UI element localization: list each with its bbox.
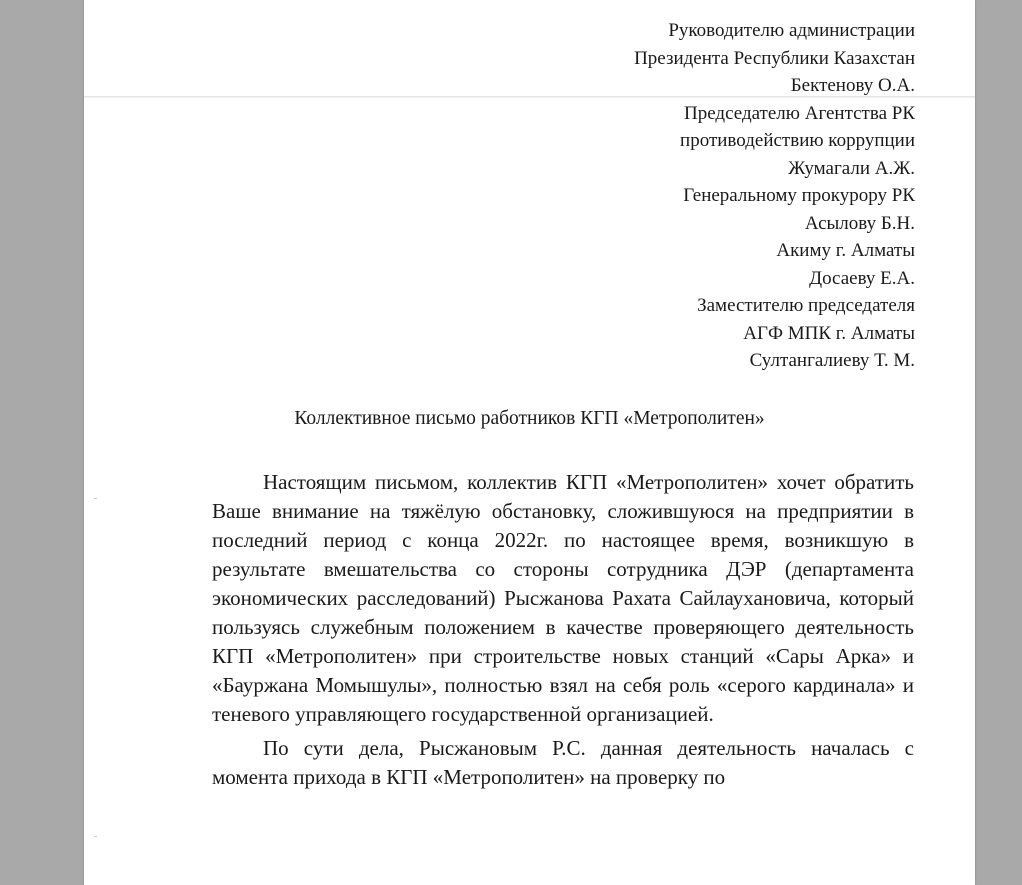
addressee-line: Досаеву Е.А. — [809, 267, 915, 289]
document-page — [84, 0, 975, 885]
scan-mark — [94, 498, 97, 499]
addressee-line: Акиму г. Алматы — [776, 240, 915, 261]
addressee-line: Султангалиеву Т. М. — [749, 350, 915, 371]
addressee-line: Президента Республики Казахстан — [634, 47, 915, 69]
addressee-line: противодействию коррупции — [680, 130, 915, 151]
addressee-line: Асылову Б.Н. — [804, 212, 915, 234]
scan-mark — [94, 836, 97, 837]
addressee-line: Генеральному прокурору РК — [683, 185, 915, 206]
addressee-line: Заместителю председателя — [697, 295, 915, 316]
addressee-line: АГФ МПК г. Алматы — [743, 322, 915, 344]
addressee-line: Бектенову О.А. — [790, 75, 915, 96]
body-paragraph: Настоящим письмом, коллектив КГП «Метрополитен» хочет обратить Ваше внимание на тяжёлую обстановку, сложившуюся на предприятии в последний период с конца 2022г. по настоящее время, возникшую в результате вмешательства со стороны сотрудника ДЭР (департамента экономических расследований) Рысжанова Рахата Сайлаухановича, который пользуясь служебным положением в качестве проверяющего деятельность КГП «Метрополитен» при строительстве новых станций «Сары Арка» и «Бауржана Момышулы», полностью взял на себя роль «серого кардинала» и теневого управляющего государственной организацией. — [212, 470, 914, 726]
addressee-line: Жумагали А.Ж. — [788, 157, 915, 179]
addressee-line: Руководителю администрации — [668, 20, 915, 41]
addressee-block — [634, 17, 915, 375]
addressee-line: Председателю Агентства РК — [684, 102, 915, 124]
body-paragraph: По сути дела, Рысжановым Р.С. данная деятельность началась с момента прихода в КГП «Метрополитен» на проверку по — [212, 736, 914, 789]
letter-title: Коллективное письмо работников КГП «Метрополитен» — [294, 408, 765, 429]
letter-body — [212, 468, 914, 797]
